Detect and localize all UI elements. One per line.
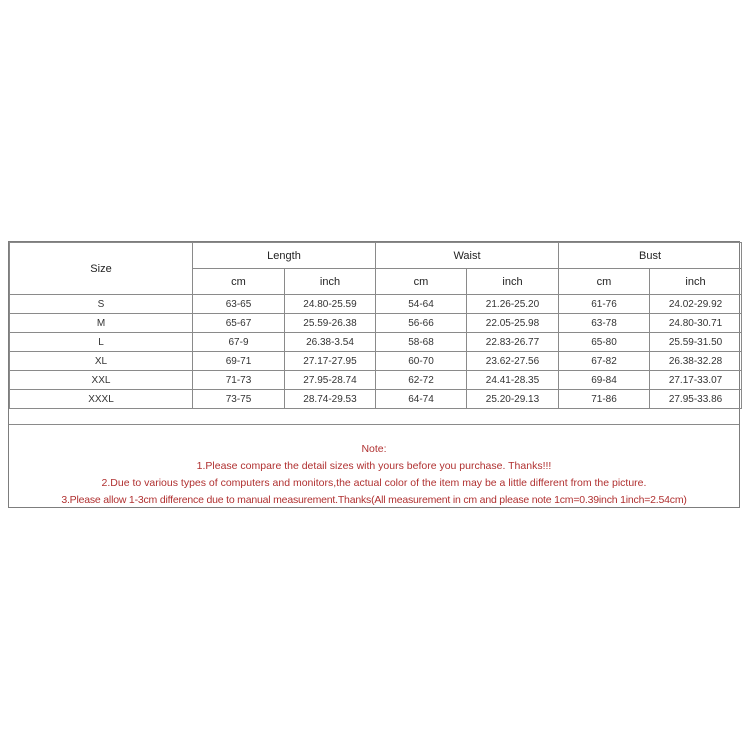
size-cell: XXXL [10,390,193,409]
measurement-cell: 22.05-25.98 [467,314,559,333]
unit-header: inch [650,269,742,295]
table-row [10,390,742,409]
measurement-cell: 26.38-32.28 [650,352,742,371]
measurement-cell: 67-82 [559,352,650,371]
measurement-cell: 71-86 [559,390,650,409]
measurement-cell: 58-68 [376,333,467,352]
table-row [10,295,742,314]
measurement-cell: 25.59-26.38 [285,314,376,333]
measurement-cell: 54-64 [376,295,467,314]
measurement-cell: 27.95-28.74 [285,371,376,390]
header-row-groups [10,243,742,269]
measurement-cell: 27.95-33.86 [650,390,742,409]
size-cell: M [10,314,193,333]
measurement-cell: 27.17-33.07 [650,371,742,390]
measurement-cell: 69-71 [193,352,285,371]
notes-section [9,424,739,509]
unit-header: cm [559,269,650,295]
measurement-cell: 63-65 [193,295,285,314]
measurement-cell: 73-75 [193,390,285,409]
measurement-cell: 27.17-27.95 [285,352,376,371]
size-cell: S [10,295,193,314]
table-row [10,352,742,371]
measurement-cell: 24.02-29.92 [650,295,742,314]
measurement-cell: 56-66 [376,314,467,333]
measurement-cell: 24.41-28.35 [467,371,559,390]
length-group-header: Length [193,243,376,269]
unit-header: cm [376,269,467,295]
measurement-cell: 26.38-3.54 [285,333,376,352]
measurement-cell: 65-67 [193,314,285,333]
measurement-cell: 69-84 [559,371,650,390]
measurement-cell: 61-76 [559,295,650,314]
measurement-cell: 21.26-25.20 [467,295,559,314]
size-cell: L [10,333,193,352]
waist-group-header: Waist [376,243,559,269]
measurement-cell: 64-74 [376,390,467,409]
measurement-cell: 67-9 [193,333,285,352]
measurement-cell: 62-72 [376,371,467,390]
measurement-cell: 25.20-29.13 [467,390,559,409]
measurement-cell: 24.80-25.59 [285,295,376,314]
measurement-cell: 65-80 [559,333,650,352]
measurement-cell: 28.74-29.53 [285,390,376,409]
measurement-cell: 71-73 [193,371,285,390]
unit-header: inch [467,269,559,295]
size-chart-sheet [8,241,740,508]
size-chart-table [9,242,742,409]
measurement-cell: 25.59-31.50 [650,333,742,352]
bust-group-header: Bust [559,243,742,269]
measurement-cell: 63-78 [559,314,650,333]
note-line-3: 3.Please allow 1-3cm difference due to manual measurement.Thanks(All measurement in cm and please note 1cm=0.39inch 1inch=2.54cm) [61,494,687,506]
note-title: Note: [361,443,387,455]
size-cell: XXL [10,371,193,390]
table-row [10,314,742,333]
size-column-header: Size [10,243,193,295]
table-row [10,333,742,352]
unit-header: cm [193,269,285,295]
measurement-cell: 24.80-30.71 [650,314,742,333]
table-row [10,371,742,390]
size-cell: XL [10,352,193,371]
measurement-cell: 22.83-26.77 [467,333,559,352]
unit-header: inch [285,269,376,295]
measurement-cell: 60-70 [376,352,467,371]
note-line-2: 2.Due to various types of computers and monitors,the actual color of the item may be a little different from the picture. [101,477,647,489]
note-line-1: 1.Please compare the detail sizes with yours before you purchase. Thanks!!! [196,460,552,472]
measurement-cell: 23.62-27.56 [467,352,559,371]
